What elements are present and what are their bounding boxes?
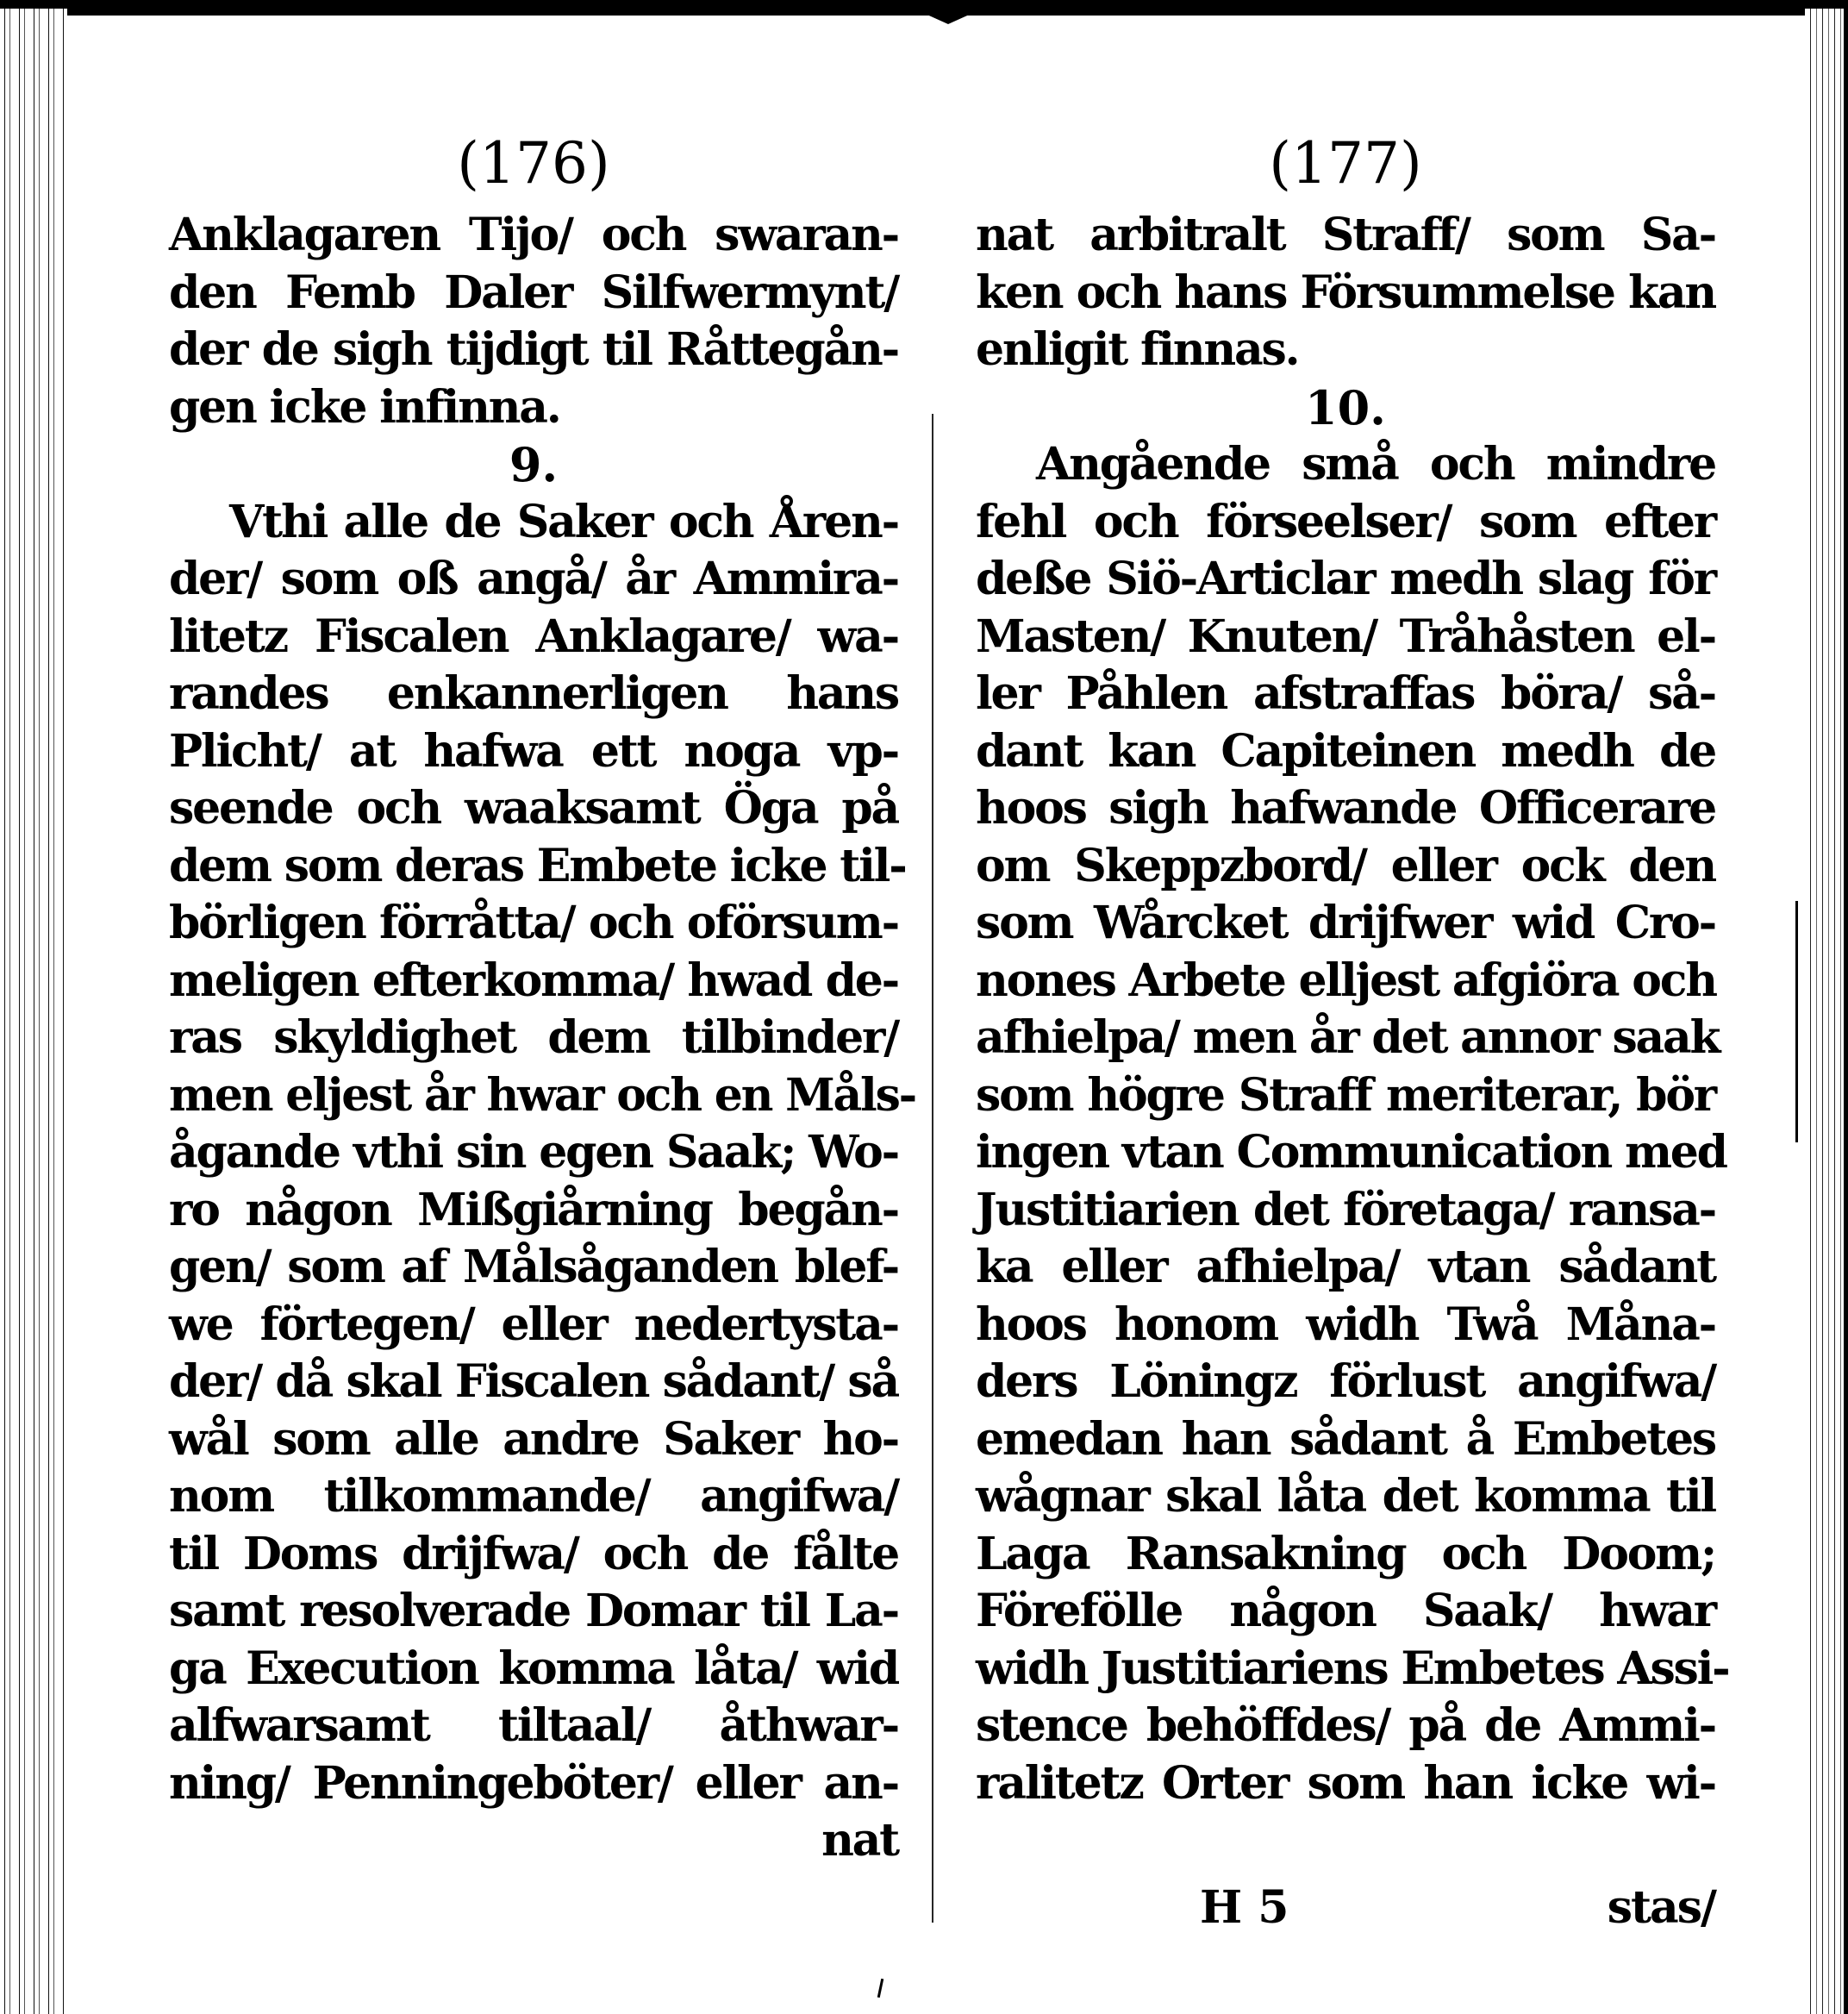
text-line: ler Påhlen afstraffas böra/ så- (976, 667, 1715, 720)
left-page (169, 129, 916, 1870)
text-line: Anklagaren Tijo/ och swaran- (169, 209, 898, 261)
signature-mark: H 5 (1200, 1881, 1289, 1934)
text-line: som Wårcket drijfwer wid Cro- (976, 897, 1715, 949)
text-line: Vthi alle de Saker och Åren- (229, 495, 898, 548)
text-line: we förtegen/ eller nedertysta- (169, 1298, 898, 1351)
text-line: Förefölle någon Saak/ hwar (976, 1585, 1715, 1637)
text-line: ken och hans Försummelse kan (976, 266, 1715, 319)
text-line: ka eller afhielpa/ vtan sådant (976, 1241, 1715, 1293)
text-line: der/ då skal Fiscalen sådant/ så (169, 1355, 898, 1408)
right-cover-edge (1844, 9, 1848, 2014)
text-line: gen/ som af Målsåganden blef- (169, 1241, 898, 1293)
text-line: ders Löningz förlust angifwa/ (976, 1355, 1715, 1408)
page-number: (176) (457, 130, 610, 197)
text-line: der/ som oß angå/ år Ammira- (169, 553, 898, 605)
text-line: deße Siö-Articlar medh slag för (976, 553, 1715, 605)
right-page (976, 129, 1729, 1812)
page-number: (177) (1269, 130, 1422, 197)
text-line: Justitiarien det företaga/ ransa- (976, 1183, 1715, 1236)
text-line: hoos sigh hafwande Officerare (976, 782, 1715, 835)
text-line: dem som deras Embete icke til- (169, 839, 906, 892)
text-line: emedan han sådant å Embetes (976, 1412, 1715, 1466)
text-line: litetz Fiscalen Anklagare/ wa- (169, 610, 898, 663)
text-line: ro någon Mißgiårning begån- (169, 1183, 898, 1236)
catchword: nat (821, 1814, 898, 1867)
section-number: 9. (509, 437, 559, 492)
text-line: som högre Straff meriterar, bör (976, 1068, 1715, 1122)
text-line: nom tilkommande/ angifwa/ (169, 1470, 898, 1523)
text-line: den Femb Daler Silfwermynt/ (169, 266, 898, 319)
text-line: nat arbitralt Straff/ som Sa- (976, 209, 1715, 261)
text-line: wål som alle andre Saker ho- (169, 1412, 898, 1466)
text-line: afhielpa/ men år det annor saak (976, 1011, 1720, 1064)
ink-speck (877, 1979, 884, 1998)
text-line: dant kan Capiteinen medh de (976, 724, 1715, 778)
section-number: 10. (1305, 379, 1386, 435)
text-line: men eljest år hwar och en Måls- (169, 1068, 916, 1122)
text-line: ralitetz Orter som han icke wi- (976, 1756, 1715, 1810)
text-line: randes enkannerligen hans (169, 667, 898, 720)
text-line: gen icke infinna. (169, 380, 560, 434)
text-line: wågnar skal låta det komma til (976, 1470, 1715, 1523)
text-line: enligit finnas. (976, 323, 1299, 376)
text-line: der de sigh tijdigt til Råttegån- (169, 323, 898, 376)
gutter-line (932, 414, 933, 1923)
text-line: samt resolverade Domar til La- (169, 1585, 898, 1637)
binding-notch (914, 9, 983, 24)
text-line: hoos honom widh Twå Måna- (976, 1298, 1715, 1351)
text-line: Laga Ransakning och Doom; (976, 1527, 1715, 1580)
text-line: stence behöffdes/ på de Ammi- (976, 1699, 1715, 1752)
catchword: stas/ (1607, 1881, 1715, 1934)
text-line: ras skyldighet dem tilbinder/ (169, 1011, 898, 1064)
text-line: nones Arbete elljest afgiöra och (976, 954, 1716, 1007)
text-line: ning/ Penningeböter/ eller an- (169, 1756, 898, 1810)
text-line: meligen efterkomma/ hwad de- (169, 954, 898, 1007)
text-line: alfwarsamt tiltaal/ åthwar- (169, 1699, 898, 1752)
text-line: Angående små och mindre (1036, 438, 1715, 491)
right-page-footer (976, 1881, 1715, 1942)
text-line: seende och waaksamt Öga på (169, 782, 898, 835)
text-line: til Doms drijfwa/ och de fålte (169, 1527, 898, 1580)
left-page-edges (0, 9, 67, 2014)
text-line: fehl och förseelser/ som efter (976, 495, 1715, 548)
margin-mark (1795, 901, 1798, 1142)
text-line: börligen förråtta/ och oförsum- (169, 897, 898, 949)
right-page-edges (1805, 9, 1848, 2014)
text-line: Masten/ Knuten/ Tråhåsten el- (976, 610, 1715, 663)
text-line: ga Execution komma låta/ wid (169, 1642, 898, 1695)
text-line: widh Justitiariens Embetes Assi- (976, 1642, 1729, 1695)
text-line: om Skeppzbord/ eller ock den (976, 839, 1715, 892)
text-line: Plicht/ at hafwa ett noga vp- (169, 724, 898, 778)
text-line: ingen vtan Communication med (976, 1126, 1726, 1179)
text-line: ågande vthi sin egen Saak; Wo- (169, 1126, 898, 1179)
